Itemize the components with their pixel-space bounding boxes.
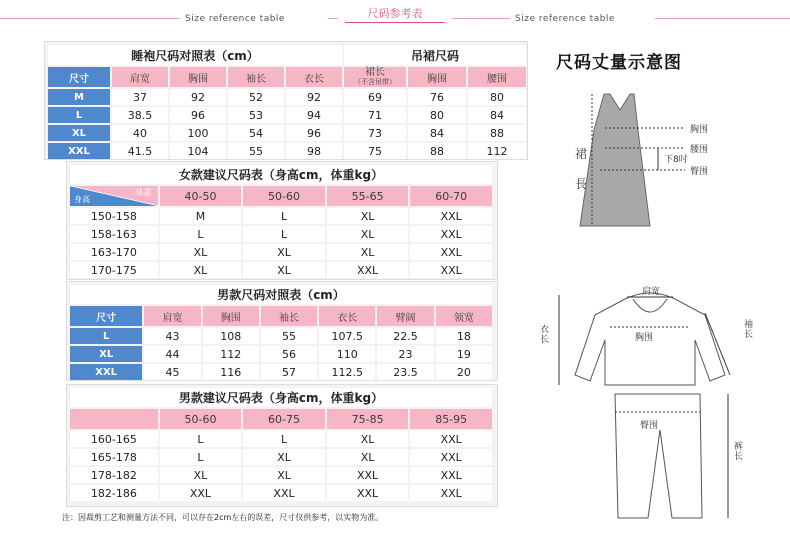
diagram-title: 尺码丈量示意图 xyxy=(556,53,682,73)
row-height-label: 182-186 xyxy=(70,485,158,501)
dress-waist-label: 腰围 xyxy=(690,145,709,155)
table-row xyxy=(70,208,492,224)
dress-illustration xyxy=(560,90,760,230)
row-height-label: 170-175 xyxy=(70,262,158,278)
col-header-chest: 胸围 xyxy=(170,67,226,87)
header-rule-right xyxy=(655,18,790,19)
header-subtitle-left: Size reference table xyxy=(185,14,285,24)
table-cell: XL xyxy=(243,449,325,465)
row-size-label: XXL xyxy=(48,143,110,159)
table-row xyxy=(70,244,492,260)
table-cell: L xyxy=(160,226,242,242)
top-length-label: 衣长 xyxy=(540,325,550,345)
corner-cell xyxy=(70,186,158,206)
table-cell: 107.5 xyxy=(319,328,375,344)
table-header-row xyxy=(70,306,492,326)
table-cell: 57 xyxy=(261,364,317,380)
table-cell: 38.5 xyxy=(112,107,168,123)
sleeve-line xyxy=(705,313,730,375)
col-header-size: 尺寸 xyxy=(70,306,142,326)
row-height-label: 163-170 xyxy=(70,244,158,260)
slip-table-title: 吊裙尺码 xyxy=(344,45,526,65)
col-header-weight: 60-75 xyxy=(243,409,325,429)
table-cell: 88 xyxy=(408,143,466,159)
top-sleeve-label: 袖长 xyxy=(744,320,754,340)
row-size-label: M xyxy=(48,89,110,105)
table-row xyxy=(48,107,526,123)
table-cell: XL xyxy=(327,449,409,465)
dress-length-label-b: 長 xyxy=(575,177,588,191)
women-table-title: 女款建议尺码表（身高cm，体重kg） xyxy=(70,165,492,184)
row-height-label: 165-178 xyxy=(70,449,158,465)
table-row xyxy=(48,143,526,159)
table-cell: XXL xyxy=(160,485,242,501)
table-cell: 69 xyxy=(344,89,406,105)
table-cell: 44 xyxy=(144,346,200,362)
table-row xyxy=(70,328,492,344)
dress-length-label-a: 裙 xyxy=(575,147,588,161)
table-row xyxy=(70,226,492,242)
table-row xyxy=(48,125,526,141)
col-header-length: 衣长 xyxy=(319,306,375,326)
table-cell: 40 xyxy=(112,125,168,141)
table-cell: 100 xyxy=(170,125,226,141)
table-cell: 92 xyxy=(170,89,226,105)
col-header-length: 衣长 xyxy=(286,67,342,87)
table-cell: 96 xyxy=(170,107,226,123)
table-cell: 116 xyxy=(203,364,259,380)
col-header-chest: 胸围 xyxy=(203,306,259,326)
pants-illustration xyxy=(600,390,750,522)
row-height-label: 150-158 xyxy=(70,208,158,224)
table-cell: L xyxy=(243,226,325,242)
table-cell: XXL xyxy=(410,208,492,224)
table-cell: XL xyxy=(327,226,409,242)
table-cell: XXL xyxy=(410,467,492,483)
table-row xyxy=(70,346,492,362)
corner-height-label: 身高 xyxy=(74,195,90,204)
table-cell: 41.5 xyxy=(112,143,168,159)
table-cell: L xyxy=(243,431,325,447)
col-header-sleeve: 袖长 xyxy=(261,306,317,326)
table-cell: 75 xyxy=(344,143,406,159)
table-title-row xyxy=(48,45,526,65)
top-hood xyxy=(633,299,667,312)
header-title: 尺码参考表 xyxy=(367,7,423,20)
table-cell: L xyxy=(160,431,242,447)
col-header-weight: 75-85 xyxy=(327,409,409,429)
row-size-label: XXL xyxy=(70,364,142,380)
col-header-weight: 60-70 xyxy=(410,186,492,206)
table-cell: 84 xyxy=(408,125,466,141)
table-row xyxy=(70,364,492,380)
header-rule-left xyxy=(0,18,180,19)
robe-slip-table xyxy=(46,43,528,161)
table-cell: 20 xyxy=(436,364,492,380)
table-cell: XL xyxy=(327,431,409,447)
table-cell: 54 xyxy=(228,125,284,141)
table-cell: 80 xyxy=(468,89,526,105)
table-cell: 108 xyxy=(203,328,259,344)
row-height-label: 160-165 xyxy=(70,431,158,447)
table-cell: 53 xyxy=(228,107,284,123)
table-cell: 45 xyxy=(144,364,200,380)
row-size-label: L xyxy=(48,107,110,123)
men-size-table xyxy=(68,283,494,382)
table-cell: XXL xyxy=(410,262,492,278)
header-rule-mid-left xyxy=(328,18,338,19)
table-cell: 110 xyxy=(319,346,375,362)
corner-cell xyxy=(70,409,158,429)
table-cell: 37 xyxy=(112,89,168,105)
men-table-title: 男款尺码对照表（cm） xyxy=(70,285,492,304)
table-cell: L xyxy=(160,449,242,465)
table-cell: XL xyxy=(243,467,325,483)
table-cell: 96 xyxy=(286,125,342,141)
table-cell: XL xyxy=(243,262,325,278)
table-cell: XL xyxy=(327,244,409,260)
skirt-length-note: （不含吊带） xyxy=(354,78,397,86)
table-cell: XXL xyxy=(410,449,492,465)
table-cell: 112 xyxy=(468,143,526,159)
dress-shape xyxy=(580,94,650,226)
table-cell: L xyxy=(243,208,325,224)
dress-hip-label: 臀围 xyxy=(690,167,709,177)
table-cell: XL xyxy=(327,208,409,224)
table-cell: XXL xyxy=(327,485,409,501)
pants-hip-label: 臀围 xyxy=(640,421,659,431)
col-header-weight: 85-95 xyxy=(410,409,492,429)
header-title-underline xyxy=(345,22,445,23)
row-size-label: XL xyxy=(48,125,110,141)
col-header-shoulder: 肩宽 xyxy=(144,306,200,326)
table-cell: 19 xyxy=(436,346,492,362)
table-cell: 80 xyxy=(408,107,466,123)
table-header-row xyxy=(70,186,492,206)
dress-drop-label: 下8吋 xyxy=(664,155,688,165)
table-cell: XL xyxy=(160,262,242,278)
table-cell: 92 xyxy=(286,89,342,105)
table-cell: 56 xyxy=(261,346,317,362)
col-header-shoulder: 肩宽 xyxy=(112,67,168,87)
header-rule-mid-right xyxy=(452,18,510,19)
col-header-slip-waist: 腰围 xyxy=(468,67,526,87)
table-row xyxy=(70,431,492,447)
table-cell: 104 xyxy=(170,143,226,159)
top-shoulder-label: 肩宽 xyxy=(642,287,661,297)
col-header-weight: 55-65 xyxy=(327,186,409,206)
men-suggest-table xyxy=(68,386,494,503)
table-cell: 55 xyxy=(261,328,317,344)
row-height-label: 178-182 xyxy=(70,467,158,483)
table-cell: 43 xyxy=(144,328,200,344)
table-cell: 94 xyxy=(286,107,342,123)
col-header-weight: 50-60 xyxy=(160,409,242,429)
col-header-size: 尺寸 xyxy=(48,67,110,87)
table-cell: 23.5 xyxy=(377,364,433,380)
table-cell: 55 xyxy=(228,143,284,159)
table-row xyxy=(70,467,492,483)
table-cell: XXL xyxy=(410,485,492,501)
table-row xyxy=(70,449,492,465)
header-subtitle-right: Size reference table xyxy=(515,14,615,24)
table-cell: 23 xyxy=(377,346,433,362)
table-cell: 18 xyxy=(436,328,492,344)
table-cell: XXL xyxy=(410,431,492,447)
table-row xyxy=(70,485,492,501)
row-size-label: L xyxy=(70,328,142,344)
disclaimer-note: 注：因裁剪工艺和测量方法不同，可以存在2cm左右的误差，尺寸仅供参考，以实物为准。 xyxy=(62,513,384,522)
table-cell: XL xyxy=(160,244,242,260)
table-cell: XXL xyxy=(327,262,409,278)
col-header-arm-width: 臂阔 xyxy=(377,306,433,326)
dress-chest-label: 胸围 xyxy=(690,125,709,135)
col-header-slip-chest: 胸围 xyxy=(408,67,466,87)
table-cell: 112.5 xyxy=(319,364,375,380)
table-cell: M xyxy=(160,208,242,224)
col-header-weight: 50-60 xyxy=(243,186,325,206)
table-cell: XXL xyxy=(327,467,409,483)
table-cell: XL xyxy=(243,244,325,260)
table-cell: 84 xyxy=(468,107,526,123)
table-cell: 52 xyxy=(228,89,284,105)
skirt-length-label: 裙长 xyxy=(365,67,386,78)
col-header-skirt-length xyxy=(344,67,406,87)
top-illustration xyxy=(555,285,755,395)
col-header-weight: 40-50 xyxy=(160,186,242,206)
men-suggest-table-title: 男款建议尺码表（身高cm，体重kg） xyxy=(70,388,492,407)
table-cell: 22.5 xyxy=(377,328,433,344)
table-cell: XXL xyxy=(410,244,492,260)
table-cell: 112 xyxy=(203,346,259,362)
table-cell: XL xyxy=(160,467,242,483)
table-cell: 98 xyxy=(286,143,342,159)
top-chest-label: 胸围 xyxy=(635,333,654,343)
pants-length-label: 裤长 xyxy=(734,442,744,462)
table-cell: 71 xyxy=(344,107,406,123)
robe-table-title: 睡袍尺码对照表（cm） xyxy=(48,45,342,65)
table-cell: XXL xyxy=(243,485,325,501)
row-height-label: 158-163 xyxy=(70,226,158,242)
table-cell: 88 xyxy=(468,125,526,141)
corner-weight-label: 体重 xyxy=(135,188,152,197)
col-header-collar: 领宽 xyxy=(436,306,492,326)
table-header-row xyxy=(70,409,492,429)
row-size-label: XL xyxy=(70,346,142,362)
table-row xyxy=(70,262,492,278)
table-row xyxy=(48,89,526,105)
table-header-row xyxy=(48,67,526,87)
table-cell: 73 xyxy=(344,125,406,141)
pants-shape xyxy=(615,394,702,518)
table-cell: 76 xyxy=(408,89,466,105)
women-size-table xyxy=(68,163,494,280)
col-header-sleeve: 袖长 xyxy=(228,67,284,87)
table-cell: XXL xyxy=(410,226,492,242)
